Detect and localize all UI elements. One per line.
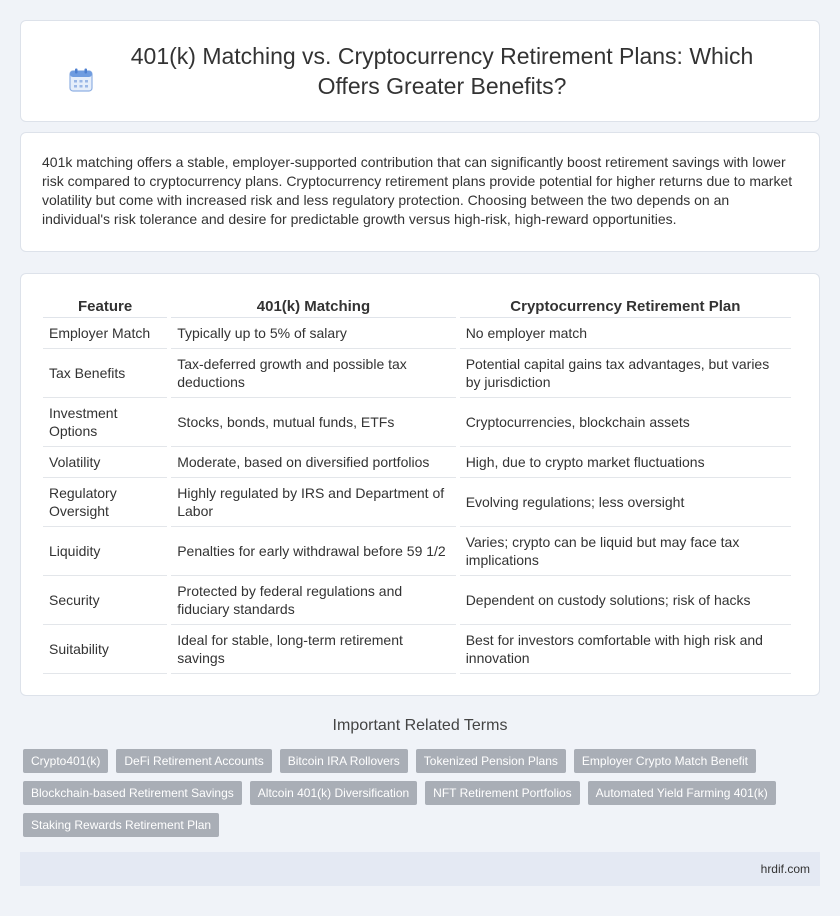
related-term-tag[interactable]: Staking Rewards Retirement Plan [23, 813, 219, 837]
intro-text: 401k matching offers a stable, employer-supported contribution that can significantly boost retirement savings with lower risk compared to cryptocurrency plans. Cryptocurrency retirement plans provide potential for higher returns due to market volatility but come with increased risk and less regulatory protection. Choosing between the two depends on an individual's risk tolerance and desire for predictable growth versus high-risk, high-reward opportunities. [42, 154, 793, 227]
related-terms-title: Important Related Terms [332, 717, 508, 734]
related-term-tag[interactable]: Tokenized Pension Plans [416, 749, 566, 773]
page-title: 401(k) Matching vs. Cryptocurrency Retirement Plans: Which Offers Greater Benefits? [130, 43, 754, 99]
table-row [43, 318, 791, 349]
related-term-tag[interactable]: Blockchain-based Retirement Savings [23, 781, 242, 805]
table-row [43, 527, 791, 576]
feature-cell: Employer Match [43, 318, 167, 349]
related-term-tag[interactable]: Automated Yield Farming 401(k) [588, 781, 776, 805]
related-term-tag[interactable]: Bitcoin IRA Rollovers [280, 749, 408, 773]
table-row [43, 398, 791, 447]
table-header-row [43, 294, 791, 318]
401k-cell: Ideal for stable, long-term retirement savings [171, 625, 455, 674]
401k-cell: Typically up to 5% of salary [171, 318, 455, 349]
related-term-tag[interactable]: NFT Retirement Portfolios [425, 781, 580, 805]
related-term-tag[interactable]: DeFi Retirement Accounts [116, 749, 271, 773]
table-row [43, 625, 791, 674]
intro-card [20, 132, 820, 252]
related-term-tag[interactable]: Altcoin 401(k) Diversification [250, 781, 417, 805]
feature-cell: Suitability [43, 625, 167, 674]
table-row [43, 447, 791, 478]
footer-site-link[interactable]: hrdif.com [760, 862, 810, 876]
crypto-cell: Potential capital gains tax advantages, but varies by jurisdiction [460, 349, 791, 398]
feature-cell: Liquidity [43, 527, 167, 576]
401k-cell: Stocks, bonds, mutual funds, ETFs [171, 398, 455, 447]
crypto-cell: Evolving regulations; less oversight [460, 478, 791, 527]
header-feature: Feature [43, 294, 167, 318]
crypto-cell: Dependent on custody solutions; risk of hacks [460, 576, 791, 625]
crypto-cell: Varies; crypto can be liquid but may face tax implications [460, 527, 791, 576]
comparison-table [39, 294, 795, 674]
related-terms-list [23, 749, 813, 845]
401k-cell: Tax-deferred growth and possible tax deductions [171, 349, 455, 398]
feature-cell: Tax Benefits [43, 349, 167, 398]
calendar-icon [68, 67, 94, 93]
crypto-cell: Best for investors comfortable with high risk and innovation [460, 625, 791, 674]
table-row [43, 478, 791, 527]
crypto-cell: High, due to crypto market fluctuations [460, 447, 791, 478]
header-crypto: Cryptocurrency Retirement Plan [460, 294, 791, 318]
table-row [43, 349, 791, 398]
comparison-card [20, 273, 820, 696]
401k-cell: Protected by federal regulations and fiduciary standards [171, 576, 455, 625]
table-row [43, 576, 791, 625]
related-term-tag[interactable]: Employer Crypto Match Benefit [574, 749, 756, 773]
title-card [20, 20, 820, 122]
footer [20, 852, 820, 886]
feature-cell: Investment Options [43, 398, 167, 447]
feature-cell: Security [43, 576, 167, 625]
401k-cell: Penalties for early withdrawal before 59 1/2 [171, 527, 455, 576]
related-term-tag[interactable]: Crypto401(k) [23, 749, 108, 773]
header-401k: 401(k) Matching [171, 294, 455, 318]
401k-cell: Moderate, based on diversified portfolios [171, 447, 455, 478]
feature-cell: Regulatory Oversight [43, 478, 167, 527]
crypto-cell: No employer match [460, 318, 791, 349]
crypto-cell: Cryptocurrencies, blockchain assets [460, 398, 791, 447]
401k-cell: Highly regulated by IRS and Department of Labor [171, 478, 455, 527]
feature-cell: Volatility [43, 447, 167, 478]
